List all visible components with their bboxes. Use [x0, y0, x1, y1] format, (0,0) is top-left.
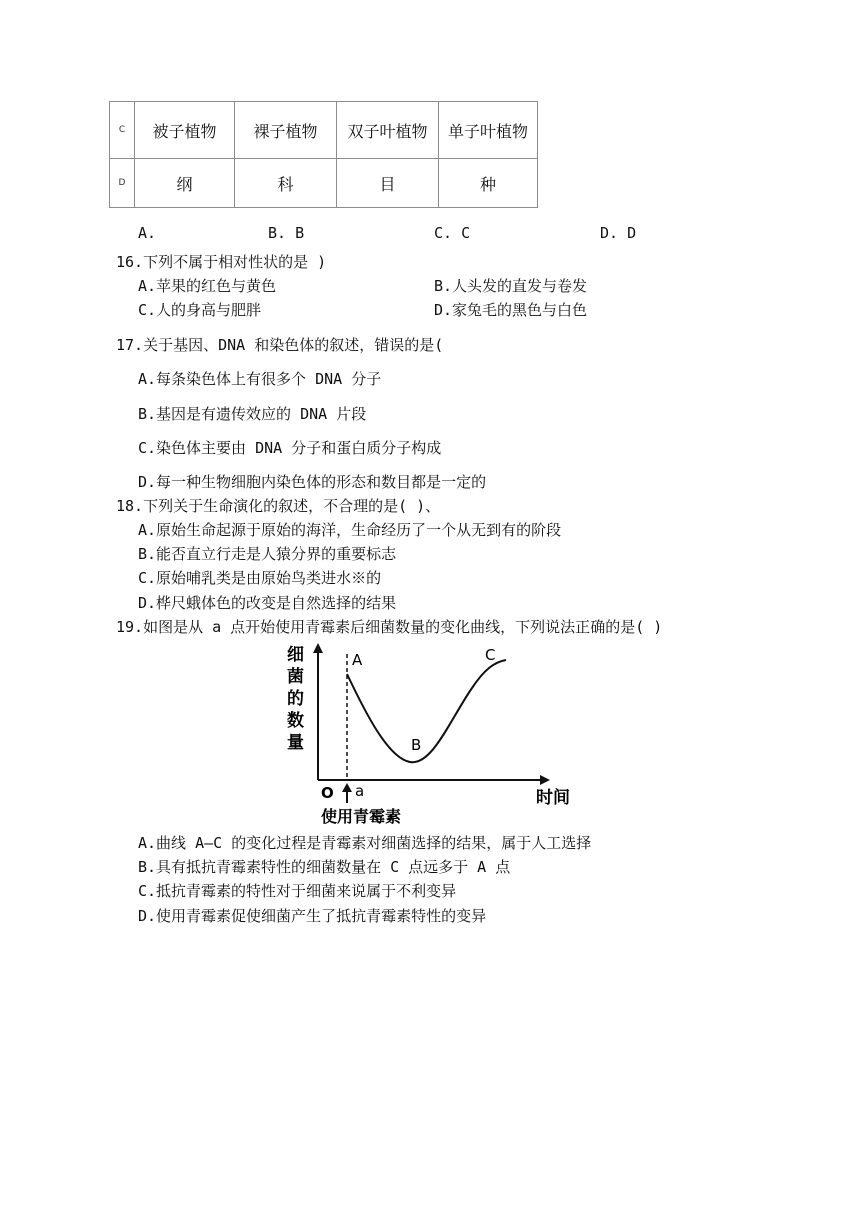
classification-table: [109, 101, 538, 208]
q16-option-b: B.人头发的直发与卷发: [434, 277, 588, 295]
point-b-label: B: [411, 736, 422, 754]
x-axis-arrow-icon: [540, 775, 550, 785]
a-point-label: a: [355, 782, 365, 800]
q16-option-c: C.人的身高与肥胖: [138, 301, 262, 319]
q18-option-c: C.原始哺乳类是由原始鸟类进水※的: [138, 569, 382, 587]
q15-option-a: A.: [138, 224, 157, 242]
y-axis-label-char: 细: [287, 645, 304, 665]
bacteria-curve: [347, 660, 506, 762]
bacteria-count-figure: [280, 640, 580, 830]
y-axis-label-char: 的: [287, 689, 304, 709]
row-label: C: [110, 102, 135, 159]
table-cell: 双子叶植物: [337, 102, 439, 159]
table-cell: 单子叶植物: [439, 102, 538, 159]
table-cell: 裸子植物: [235, 102, 337, 159]
q15-option-c: C. C: [434, 224, 471, 242]
q18-option-b: B.能否直立行走是人猿分界的重要标志: [138, 545, 397, 563]
y-axis-arrow-icon: [313, 643, 323, 653]
row-label: D: [110, 159, 135, 208]
q19-option-d: D.使用青霉素促使细菌产生了抵抗青霉素特性的变异: [138, 907, 487, 925]
q18-option-a: A.原始生命起源于原始的海洋，生命经历了一个从无到有的阶段: [138, 521, 562, 539]
y-axis-label-char: 菌: [287, 667, 304, 687]
q17-option-d: D.每一种生物细胞内染色体的形态和数目都是一定的: [138, 473, 487, 491]
q16-option-a: A.苹果的红色与黄色: [138, 277, 277, 295]
q15-option-b: B. B: [268, 224, 305, 242]
q17-stem: 17.关于基因、DNA 和染色体的叙述，错误的是(: [116, 336, 444, 354]
q19-option-c: C.抵抗青霉素的特性对于细菌来说属于不利变异: [138, 882, 457, 900]
q17-option-c: C.染色体主要由 DNA 分子和蛋白质分子构成: [138, 439, 442, 457]
q16-stem: 16.下列不属于相对性状的是 ): [116, 253, 327, 271]
y-axis-label-char: 数: [287, 711, 304, 731]
table-row: [110, 159, 538, 208]
table-cell: 种: [439, 159, 538, 208]
point-c-label: C: [485, 646, 496, 664]
y-axis-label-char: 量: [287, 733, 304, 753]
x-axis-label: 时间: [536, 788, 570, 808]
figure-caption: 使用青霉素: [321, 807, 402, 826]
q15-option-d: D. D: [600, 224, 637, 242]
q19-stem: 19.如图是从 a 点开始使用青霉素后细菌数量的变化曲线，下列说法正确的是( ): [116, 618, 663, 636]
q17-option-a: A.每条染色体上有很多个 DNA 分子: [138, 370, 382, 388]
q19-option-a: A.曲线 A—C 的变化过程是青霉素对细菌选择的结果，属于人工选择: [138, 834, 592, 852]
q16-option-d: D.家兔毛的黑色与白色: [434, 301, 588, 319]
table-cell: 科: [235, 159, 337, 208]
q18-option-d: D.桦尺蛾体色的改变是自然选择的结果: [138, 594, 397, 612]
origin-label: O: [321, 784, 334, 802]
table-cell: 纲: [135, 159, 235, 208]
q17-option-b: B.基因是有遗传效应的 DNA 片段: [138, 405, 367, 423]
point-a-label: A: [352, 651, 363, 669]
table-cell: 被子植物: [135, 102, 235, 159]
table-cell: 目: [337, 159, 439, 208]
table-row: [110, 102, 538, 159]
q18-stem: 18.下列关于生命演化的叙述，不合理的是( )、: [116, 497, 441, 515]
q19-option-b: B.具有抵抗青霉素特性的细菌数量在 C 点远多于 A 点: [138, 858, 511, 876]
